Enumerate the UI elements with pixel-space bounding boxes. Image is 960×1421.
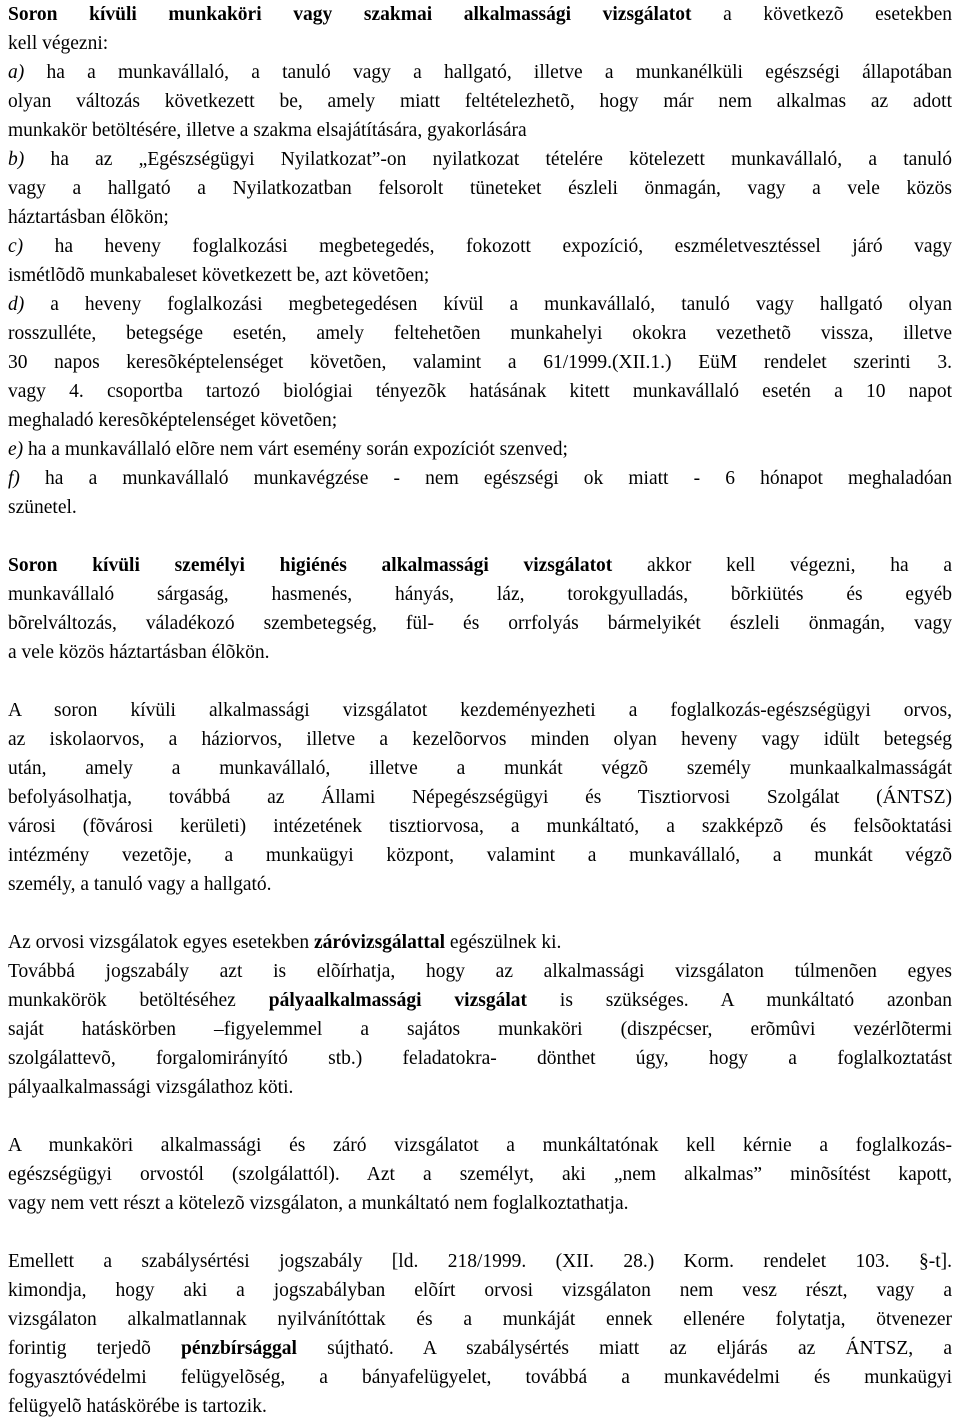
text-line: szolgálattevõ, forgalomirányító stb.) feladatokra- dönthet úgy, hogy a foglalkoztatást [8,1048,952,1069]
text-line: személy, a tanuló vagy a hallgató. [8,874,272,895]
text-line: pályaalkalmassági vizsgálathoz köti. [8,1077,294,1098]
text-line: Soron kívüli munkaköri vagy szakmai alkalmassági vizsgálatot a következõ esetekben [8,4,953,25]
item-label: f) [8,468,20,489]
bold-heading-phrase: Soron kívüli munkaköri vagy szakmai alkalmassági vizsgálatot [8,4,692,25]
bold-heading-phrase: Soron kívüli személyi higiénés alkalmassági vizsgálatot [8,555,613,576]
paragraph-gap [8,1218,952,1247]
text-line: A munkaköri alkalmassági és záró vizsgálatot a munkáltatónak kell kérnie a foglalkozás- [8,1135,952,1156]
paragraph-gap [8,667,952,696]
text-line: 30 napos keresõképtelenséget követõen, valamint a 61/1999.(XII.1.) EüM rendelet szerinti 3. [8,352,952,373]
text-line: befolyásolhatja, továbbá az Állami Népegészségügyi és Tisztiorvosi Szolgálat (ÁNTSZ) [8,787,952,808]
text-line: forintig terjedõ pénzbírsággal sújtható. A szabálysértés miatt az eljárás az ÁNTSZ, a [8,1338,952,1359]
text-line: saját hatáskörben –figyelemmel a sajátos munkaköri (diszpécser, erõmûvi vezérlõtermi [8,1019,952,1040]
text-line: vizsgálaton alkalmatlannak nyilvánítóttak és a munkáját ennek ellenére folytatja, ötvenezer [8,1309,952,1330]
list-item-f: f) ha a munkavállaló munkavégzése - nem egészségi ok miatt - 6 hónapot meghaladóan [8,468,952,489]
list-item-a: a) ha a munkavállaló, a tanuló vagy a hallgató, illetve a munkanélküli egészségi állapotában [8,62,952,83]
paragraph-who-may-initiate [8,696,952,899]
list-item-e: e) ha a munkavállaló elõre nem várt esemény során expozíciót szenved; [8,439,568,460]
item-label: e) [8,439,24,460]
text-line: Az orvosi vizsgálatok egyes esetekben záróvizsgálattal egészülnek ki. [8,932,562,953]
text-line: meghaladó keresõképtelenséget követõen; [8,410,338,431]
item-label: b) [8,149,25,170]
bold-term: záróvizsgálattal [313,932,445,953]
text-line: A soron kívüli alkalmassági vizsgálatot kezdeményezheti a foglalkozás-egészségügyi orvos, [8,700,952,721]
list-item-d: d) a heveny foglalkozási megbetegedésen kívül a munkavállaló, tanuló vagy hallgató olyan [8,294,952,315]
paragraph-penalty [8,1247,952,1421]
text-line: a vele közös háztartásban élõkön. [8,642,270,663]
list-item-c: c) ha heveny foglalkozási megbetegedés, fokozott expozíció, eszméletvesztéssel járó vagy [8,236,952,257]
bold-term: pályaalkalmassági vizsgálat [268,990,527,1011]
text-line: intézmény vezetõje, a munkaügyi központ, valamint a munkavállaló, a munkát végzõ [8,845,952,866]
text-line: munkavállaló sárgaság, hasmenés, hányás, láz, torokgyulladás, bõrkiütés és egyéb [8,584,952,605]
item-label: c) [8,236,24,257]
text-line: rosszulléte, betegsége esetén, amely feltehetõen munkahelyi okokra vezethetõ vissza, illetve [8,323,952,344]
text-line: városi (fõvárosi kerületi) intézetének tisztiorvosa, a munkáltató, a szakképzõ és felsõoktatási [8,816,952,837]
paragraph-extraordinary-occupational-exam [8,0,952,522]
bold-term: pénzbírsággal [181,1338,297,1359]
text-line: bõrelváltozás, váladékozó szembetegség, fül- és orrfolyás bármelyikét észleli önmagán, vagy [8,613,952,634]
paragraph-final-and-career-exams [8,928,952,1102]
text-line: vagy nem vett részt a kötelezõ vizsgálaton, a munkáltató nem foglalkoztathatja. [8,1193,629,1214]
paragraph-gap [8,1102,952,1131]
text-line: ismétlõdõ munkabaleset következett be, azt követõen; [8,265,430,286]
paragraph-gap [8,899,952,928]
text-line: vagy 4. csoportba tartozó biológiai tényezõk hatásának kitett munkavállaló esetén a 10 napot [8,381,952,402]
text-line: felügyelõ hatáskörébe is tartozik. [8,1396,267,1417]
text-line: fogyasztóvédelmi felügyelõség, a bányafelügyelet, továbbá a munkavédelmi és munkaügyi [8,1367,952,1388]
paragraph-employer-obligation [8,1131,952,1218]
text-line: után, amely a munkavállaló, illetve a munkát végzõ személy munkaalkalmasságát [8,758,952,779]
text-line: munkakörök betöltéséhez pályaalkalmassági vizsgálat is szükséges. A munkáltató azonban [8,990,952,1011]
text-line: munkakör betöltésére, illetve a szakma elsajátítására, gyakorlására [8,120,527,141]
text-line: Soron kívüli személyi higiénés alkalmassági vizsgálatot akkor kell végezni, ha a [8,555,952,576]
text-line: Emellett a szabálysértési jogszabály [ld. 218/1999. (XII. 28.) Korm. rendelet 103. §-t]. [8,1251,952,1272]
text-line: háztartásban élõkön; [8,207,169,228]
text-line: kimondja, hogy aki a jogszabályban elõírt orvosi vizsgálaton nem vesz részt, vagy a [8,1280,952,1301]
text-line: Továbbá jogszabály azt is elõírhatja, hogy az alkalmassági vizsgálaton túlmenõen egyes [8,961,952,982]
item-label: a) [8,62,25,83]
text-line: olyan változás következett be, amely miatt feltételezhetõ, hogy már nem alkalmas az adott [8,91,952,112]
text-line: egészségügyi orvostól (szolgálattól). Azt a személyt, aki „nem alkalmas” minõsítést kapott, [8,1164,952,1185]
text-line: az iskolaorvos, a háziorvos, illetve a kezelõorvos minden olyan heveny vagy idült betegség [8,729,952,750]
item-label: d) [8,294,25,315]
paragraph-gap [8,522,952,551]
paragraph-hygiene-exam [8,551,952,667]
text-line: vagy a hallgató a Nyilatkozatban felsorolt tüneteket észleli önmagán, vagy a vele közös [8,178,952,199]
text-line: kell végezni: [8,33,109,54]
text-line: szünetel. [8,497,77,518]
list-item-b: b) ha az „Egészségügyi Nyilatkozat”-on nyilatkozat tételére kötelezett munkavállaló, a tanuló [8,149,952,170]
